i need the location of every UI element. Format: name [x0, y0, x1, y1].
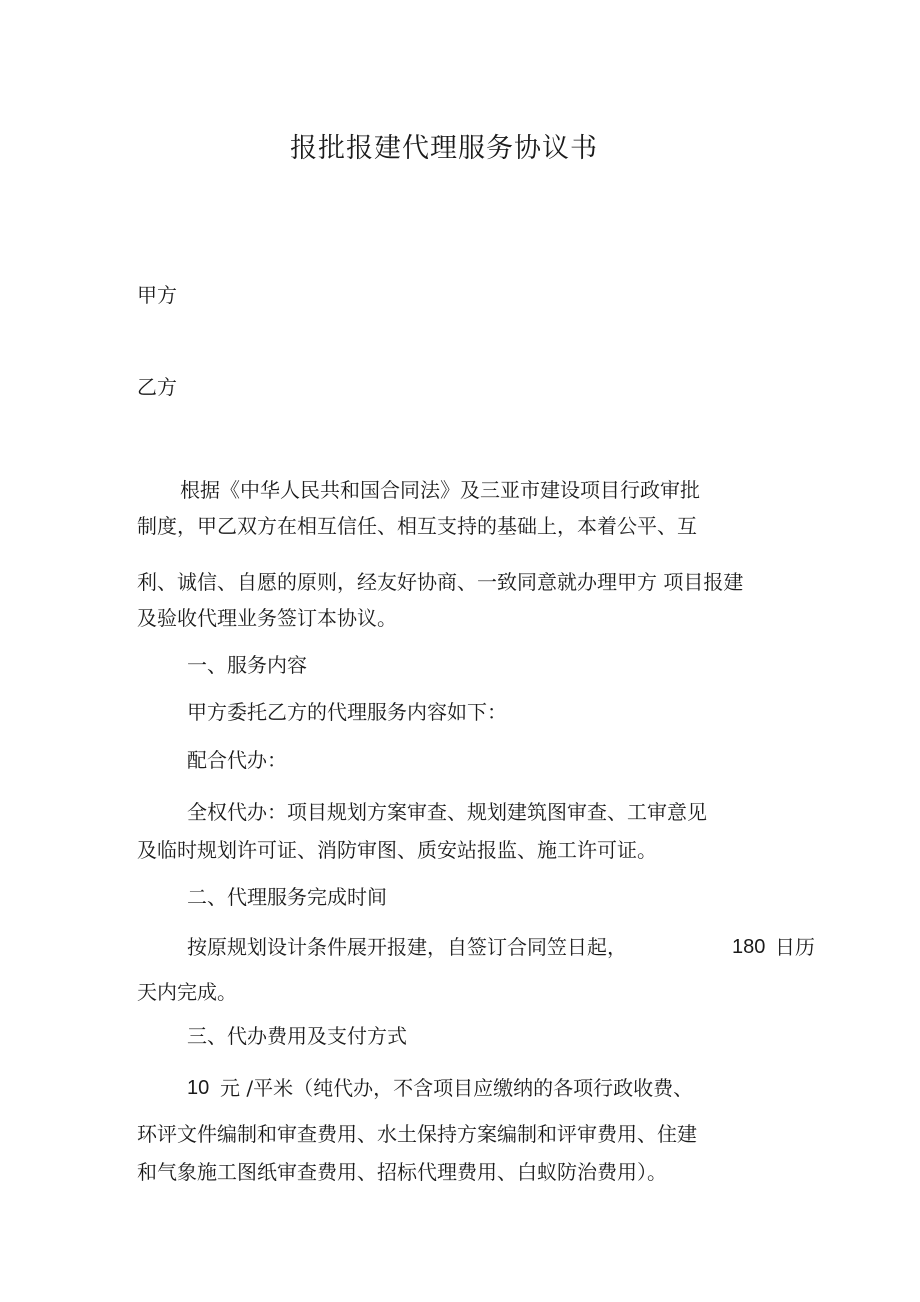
preamble-line-2: 制度，甲乙双方在相互信任、相互支持的基础上，本着公平、互	[137, 514, 697, 538]
section-3-line-2: 环评文件编制和审查费用、水土保持方案编制和评审费用、住建	[137, 1122, 697, 1146]
section-3-heading: 三、代办费用及支付方式	[187, 1024, 407, 1048]
preamble-line-4: 及验收代理业务签订本协议。	[137, 606, 397, 630]
fee-unit-text: 元 /平米（纯代办，不含项目应缴纳的各项行政收费、	[220, 1076, 694, 1100]
section-1-full-line-2: 及临时规划许可证、消防审图、质安站报监、施工许可证。	[137, 838, 657, 862]
section-1-assist: 配合代办：	[187, 748, 287, 772]
section-1-full-line-1: 全权代办：项目规划方案审查、规划建筑图审查、工审意见	[187, 800, 707, 824]
party-a-label: 甲方	[137, 283, 177, 307]
section-3-line-3: 和气象施工图纸审查费用、招标代理费用、白蚁防治费用）。	[137, 1160, 667, 1184]
section-1-intro: 甲方委托乙方的代理服务内容如下：	[187, 700, 507, 724]
preamble-line-3: 利、诚信、自愿的原则，经友好协商、一致同意就办理甲方 项目报建	[137, 570, 744, 594]
section-2-line-1: 按原规划设计条件展开报建，自签订合同笠日起，	[187, 935, 627, 959]
party-b-label: 乙方	[137, 375, 177, 399]
section-2-heading: 二、代理服务完成时间	[187, 885, 387, 909]
document-title: 报批报建代理服务协议书	[290, 133, 598, 164]
days-unit: 日历	[775, 935, 815, 959]
preamble-line-1: 根据《中华人民共和国合同法》及三亚市建设项目行政审批	[180, 478, 700, 502]
fee-amount: 10	[187, 1077, 210, 1099]
section-1-heading: 一、服务内容	[187, 653, 307, 677]
completion-days: 180	[732, 936, 766, 958]
section-2-line-2: 天内完成。	[137, 980, 237, 1004]
